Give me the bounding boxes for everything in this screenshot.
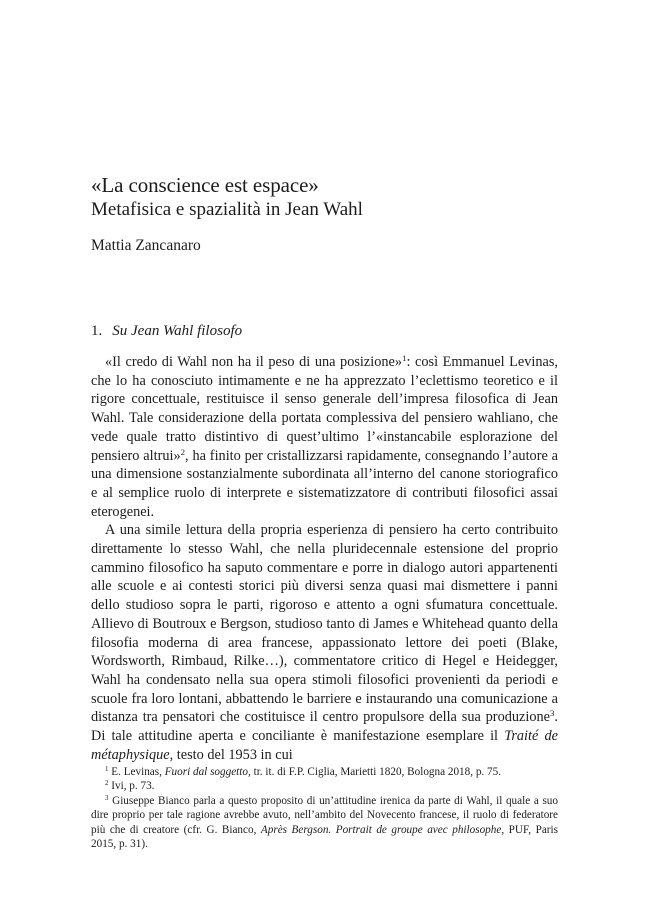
article-subtitle: Metafisica e spazialità in Jean Wahl bbox=[91, 199, 363, 220]
paragraph bbox=[91, 521, 558, 764]
author-name: Mattia Zancanaro bbox=[91, 237, 201, 254]
book-title: Traité de métaphysique bbox=[91, 728, 558, 763]
footnote-number: 3 bbox=[105, 794, 109, 802]
footnote-ref: 1 bbox=[402, 353, 407, 364]
body-text bbox=[91, 353, 558, 764]
text-run: A una simile lettura della propria esperienza di pensiero ha certo contribuito direttamente lo stesso Wahl, che nella pluridecennale estensione del proprio cammino filosofico ha saputo commentare e porre in dialogo autori appartenenti alle scuole e ai contesti storici più diversi senza quasi mai dismettere i panni dello studioso sopra le parti, rigoroso e attento a ogni sfumatura concettuale. Allievo di Boutroux e Bergson, studioso tanto di James e Whitehead quanto della filosofia moderna di area francese, appassionato lettore dei poeti (Blake, Wordsworth, Rimbaud, Rilke…), commentatore critico di Hegel e Heidegger, Wahl ha condensato nella sua opera stimoli filosofici provenienti da periodi e scuole fra loro lontani, abbattendo le barriere e instaurando una comunicazione a distanza tra pensatori che costituisce il centro propulsore della sua produzione bbox=[91, 522, 558, 726]
section-title: Su Jean Wahl filosofo bbox=[112, 323, 243, 339]
book-title: Fuori dal soggetto bbox=[164, 766, 248, 778]
footnote-number: 2 bbox=[105, 779, 109, 788]
footnote bbox=[91, 779, 558, 793]
text-run: Ivi, p. 73. bbox=[108, 780, 155, 793]
text-run: «Il credo di Wahl non ha il peso di una posizione» bbox=[105, 354, 403, 370]
text-run: Giuseppe Bianco parla a questo proposito di un’attitudine irenica da parte di Wahl, il quale a suo dire proprio per tale ragione avrebbe avuto, nell’ambito del Novecento francese, il ruolo di federatore più che di creatore (cfr. G. Bianco, bbox=[91, 794, 558, 836]
footnote bbox=[91, 765, 558, 779]
article-title: «La conscience est espace» bbox=[91, 173, 319, 197]
footnote-ref: 2 bbox=[180, 446, 186, 457]
footnote bbox=[91, 794, 558, 852]
text-run: , tr. it. di F.P. Ciglia, Marietti 1820, Bologna 2018, p. 75. bbox=[248, 766, 501, 778]
text-run: , ha finito per cristallizzarsi rapidamente, consegnando l’autore a una dimensione sostanzialmente subordinata all’interno del canone storiografico e al semplice ruolo di interprete e sistematizzatore di contributi filosofici assai eterogenei. bbox=[91, 447, 558, 520]
text-run: . Di tale attitudine aperta e conciliante è manifestazione esemplare il bbox=[91, 709, 558, 745]
book-title: Après Bergson. Portrait de groupe avec philosophe bbox=[260, 823, 502, 836]
section-heading bbox=[91, 321, 242, 341]
section-number: 1. bbox=[91, 323, 103, 339]
text-run: E. Levinas, bbox=[108, 766, 165, 778]
text-run: , PUF, Paris 2015, p. 31). bbox=[91, 823, 558, 851]
footnote-number: 1 bbox=[105, 765, 109, 774]
text-run: , testo del 1953 in cui bbox=[169, 746, 293, 763]
footnote-ref: 3 bbox=[549, 708, 555, 719]
paragraph bbox=[91, 353, 558, 521]
text-run: : così Emmanuel Levinas, che lo ha conosciuto intimamente e ne ha apprezzato l’eclettismo teoretico e il rigore concettuale, restituisce il senso generale dell’impresa filosofica di Jean Wahl. Tale considerazione della portata complessiva del pensiero wahliano, che vede quale tratto distintivo di quest’ultimo l’«instancabile esplorazione del pensiero altrui» bbox=[91, 354, 558, 464]
footnotes bbox=[91, 765, 558, 851]
